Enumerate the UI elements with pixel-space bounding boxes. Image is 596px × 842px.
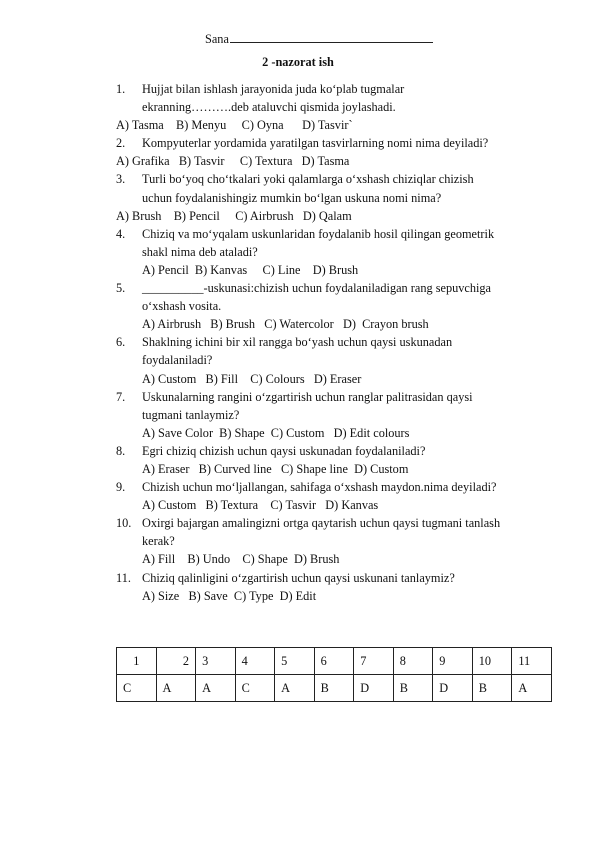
- question-number: 2.: [116, 136, 126, 151]
- question-number: 6.: [116, 335, 126, 350]
- answer-options: A) Fill B) Undo C) Shape D) Brush: [142, 552, 340, 567]
- question-line: Kompyuterlar yordamida yaratilgan tasvirlarning nomi nima deyiladi?: [142, 136, 489, 151]
- question-line: shakl nima deb ataladi?: [142, 244, 258, 259]
- question-number: 4.: [116, 226, 126, 241]
- question-line: Egri chiziq chizish uchun qaysi uskunadan foydalaniladi?: [142, 443, 426, 458]
- question-number: 11.: [116, 570, 131, 585]
- answer-table-answer-cell: D: [354, 675, 394, 702]
- question-line: Uskunalarning rangini o‘zgartirish uchun ranglar palitrasidan qaysi: [142, 389, 473, 404]
- question-text: [116, 80, 566, 116]
- question-line: Hujjat bilan ishlash jarayonida juda ko‘plab tugmalar: [142, 82, 405, 96]
- question-line: foydalaniladi?: [142, 353, 213, 368]
- answer-table-answer-row: [117, 675, 552, 702]
- answer-table-answer-cell: C: [235, 675, 275, 702]
- question-text: [116, 225, 566, 261]
- answer-table-number-row: [117, 648, 552, 675]
- answer-options: A) Save Color B) Shape C) Custom D) Edit colours: [142, 425, 410, 440]
- question-line: uchun foydalanishingiz mumkin bo‘lgan uskuna nomi nima?: [142, 190, 442, 205]
- question-line: kerak?: [142, 534, 175, 549]
- question-line: Chiziq qalinligini o‘zgartirish uchun qaysi uskunani tanlaymiz?: [142, 570, 455, 585]
- question-number: 1.: [116, 82, 126, 96]
- question-line: o‘xshash vosita.: [142, 299, 222, 314]
- answer-table-answer-cell: A: [275, 675, 315, 702]
- question-text: [116, 134, 566, 152]
- question-item: [116, 478, 566, 514]
- answer-table-number-cell: 5: [275, 648, 315, 675]
- question-line: tugmani tanlaymiz?: [142, 407, 240, 422]
- question-item: [116, 80, 566, 134]
- answer-options: A) Pencil B) Kanvas C) Line D) Brush: [142, 262, 359, 277]
- question-item: [116, 333, 566, 387]
- answer-table: [116, 647, 552, 702]
- question-number: 9.: [116, 480, 126, 495]
- question-number: 7.: [116, 389, 126, 404]
- question-text: [116, 478, 566, 496]
- question-item: [116, 134, 566, 170]
- answer-table-answer-cell: B: [472, 675, 512, 702]
- question-text: [116, 170, 566, 206]
- question-line: ekranning……….deb ataluvchi qismida joylashadi.: [142, 100, 396, 115]
- answer-options: A) Tasma B) Menyu C) Oyna D) Tasvir`: [116, 118, 353, 133]
- question-item: [116, 279, 566, 333]
- question-text: [116, 388, 566, 424]
- question-text: [116, 442, 566, 460]
- answer-table-number-cell: 7: [354, 648, 394, 675]
- question-text: [116, 514, 566, 550]
- answer-table-number-cell: 11: [512, 648, 552, 675]
- question-list: [116, 80, 566, 605]
- question-item: [116, 569, 566, 605]
- answer-table-number-cell: 4: [235, 648, 275, 675]
- answer-table-answer-cell: B: [393, 675, 433, 702]
- answer-table-answer-cell: D: [433, 675, 473, 702]
- date-blank: [230, 31, 433, 43]
- question-text: [116, 569, 566, 587]
- question-line: Turli bo‘yoq cho‘tkalari yoki qalamlarga o‘xshash chiziqlar chizish: [142, 172, 474, 187]
- page-title: 2 -nazorat ish: [262, 55, 334, 69]
- answer-table-answer-cell: B: [314, 675, 354, 702]
- question-line: Shaklning ichini bir xil rangga bo‘yash uchun qaysi uskunadan: [142, 335, 453, 350]
- question-item: [116, 514, 566, 568]
- question-number: 10.: [116, 516, 132, 531]
- answer-table-number-cell: 10: [472, 648, 512, 675]
- answer-table-number-cell: 3: [196, 648, 236, 675]
- answer-options: A) Airbrush B) Brush C) Watercolor D) Crayon brush: [142, 317, 429, 332]
- date-line: [205, 31, 433, 47]
- question-line: __________-uskunasi:chizish uchun foydalaniladigan rang sepuvchiga: [142, 281, 492, 296]
- question-line: Chiziq va mo‘yqalam uskunlaridan foydalanib hosil qilingan geometrik: [142, 226, 495, 241]
- answer-options: A) Brush B) Pencil C) Airbrush D) Qalam: [116, 208, 352, 223]
- answer-table-answer-cell: A: [156, 675, 196, 702]
- answer-options: A) Size B) Save C) Type D) Edit: [142, 588, 317, 603]
- answer-table-number-cell: 8: [393, 648, 433, 675]
- answer-table-answer-cell: A: [196, 675, 236, 702]
- answer-table-answer-cell: A: [512, 675, 552, 702]
- question-text: [116, 333, 566, 369]
- question-text: [116, 279, 566, 315]
- answer-options: A) Grafika B) Tasvir C) Textura D) Tasma: [116, 154, 350, 169]
- question-number: 3.: [116, 172, 126, 187]
- answer-table-number-cell: 2: [156, 648, 196, 675]
- question-item: [116, 442, 566, 478]
- answer-table-answer-cell: C: [117, 675, 157, 702]
- answer-table-number-cell: 6: [314, 648, 354, 675]
- question-item: [116, 170, 566, 224]
- answer-table-number-cell: 1: [117, 648, 157, 675]
- question-item: [116, 388, 566, 442]
- date-label: Sana: [205, 32, 229, 46]
- question-number: 8.: [116, 443, 126, 458]
- question-item: [116, 225, 566, 279]
- question-line: Oxirgi bajargan amalingizni ortga qaytarish uchun qaysi tugmani tanlash: [142, 516, 501, 531]
- answer-options: A) Custom B) Textura C) Tasvir D) Kanvas: [142, 498, 379, 513]
- question-number: 5.: [116, 281, 126, 296]
- answer-table-number-cell: 9: [433, 648, 473, 675]
- answer-options: A) Eraser B) Curved line C) Shape line D) Custom: [142, 461, 409, 476]
- answer-options: A) Custom B) Fill C) Colours D) Eraser: [142, 371, 362, 386]
- question-line: Chizish uchun mo‘ljallangan, sahifaga o‘xshash maydon.nima deyiladi?: [142, 480, 497, 495]
